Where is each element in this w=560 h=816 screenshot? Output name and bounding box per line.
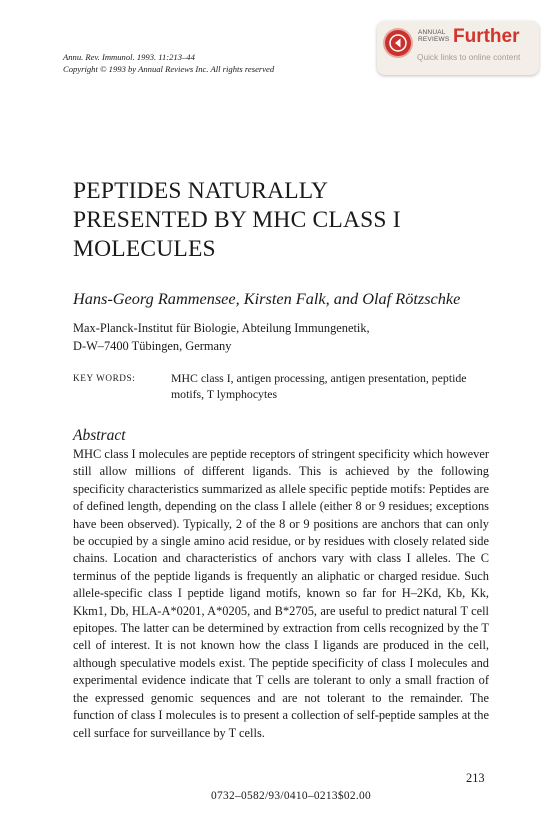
page-number: 213 bbox=[466, 771, 485, 785]
title-line: PEPTIDES NATURALLY bbox=[73, 178, 329, 204]
abstract-body: MHC class I molecules are peptide receptors of stringent specificity which however still allow millions of different ligands. This is achieved by the following specificity characteristics summarized as allele specific peptide motifs: Peptides are of defined length, depending on the class I allele (either 8 or 9 residues; exceptions have been observed). Typically, 2 of the 8 or 9 positions are anchors that can only be occupied by a single amino acid residue, or by residues with closely related side chains. Location and characteristics of anchors vary with class I alleles. The C terminus of the peptide ligands is frequently an aliphatic or charged residue. Such allele-specific class I peptide ligand motifs, known so far for H–2Kd, Kb, Kk, Kkm1, Db, HLA-A*0201, A*0205, and B*2705, are useful to predict natural T cell epitopes. The latter can be determined by extraction from cells recognized by the T cell of interest. It is not known how the class I ligands are produced in the cell, although speculative models exist. The peptide specificity of class I molecules and experimental evidence indicate that T cells are tolerant to only a small fraction of the expressed genomic sequences and are not tolerant to the remainder. The function of class I molecules is to present a collection of self-peptide samples at the cell surface for surveillance by T cells. bbox=[73, 447, 489, 740]
affiliation bbox=[73, 319, 370, 355]
brand-line-2: REVIEWS bbox=[418, 36, 450, 43]
journal-citation bbox=[63, 51, 274, 75]
affiliation-line: Max-Planck-Institut für Biologie, Abteilung Immungenetik, bbox=[73, 321, 370, 335]
annual-reviews-logo-text bbox=[418, 29, 449, 43]
affiliation-line: D-W–7400 Tübingen, Germany bbox=[73, 339, 232, 353]
keywords: MHC class I, antigen processing, antigen presentation, peptide motifs, T lymphocytes bbox=[171, 371, 467, 401]
keywords-label: KEY WORDS: bbox=[73, 373, 136, 383]
title-line: PRESENTED BY MHC CLASS I bbox=[73, 207, 401, 233]
abstract-heading: Abstract bbox=[73, 427, 126, 444]
journal-citation-line: Annu. Rev. Immunol. 1993. 11:213–44 bbox=[63, 52, 195, 62]
play-arrow-icon bbox=[385, 30, 411, 56]
authors: Hans-Georg Rammensee, Kirsten Falk, and Olaf Rötzschke bbox=[73, 289, 461, 308]
further-label: Further bbox=[453, 26, 520, 47]
article-code: 0732–0582/93/0410–0213$02.00 bbox=[211, 790, 371, 802]
further-links-badge[interactable] bbox=[377, 21, 539, 75]
copyright-line: Copyright © 1993 by Annual Reviews Inc. All rights reserved bbox=[63, 64, 275, 74]
brand-line-1: ANNUAL bbox=[418, 29, 446, 36]
title-line: MOLECULES bbox=[73, 236, 216, 262]
article-title bbox=[73, 177, 493, 264]
further-subtitle: Quick links to online content bbox=[417, 52, 521, 62]
